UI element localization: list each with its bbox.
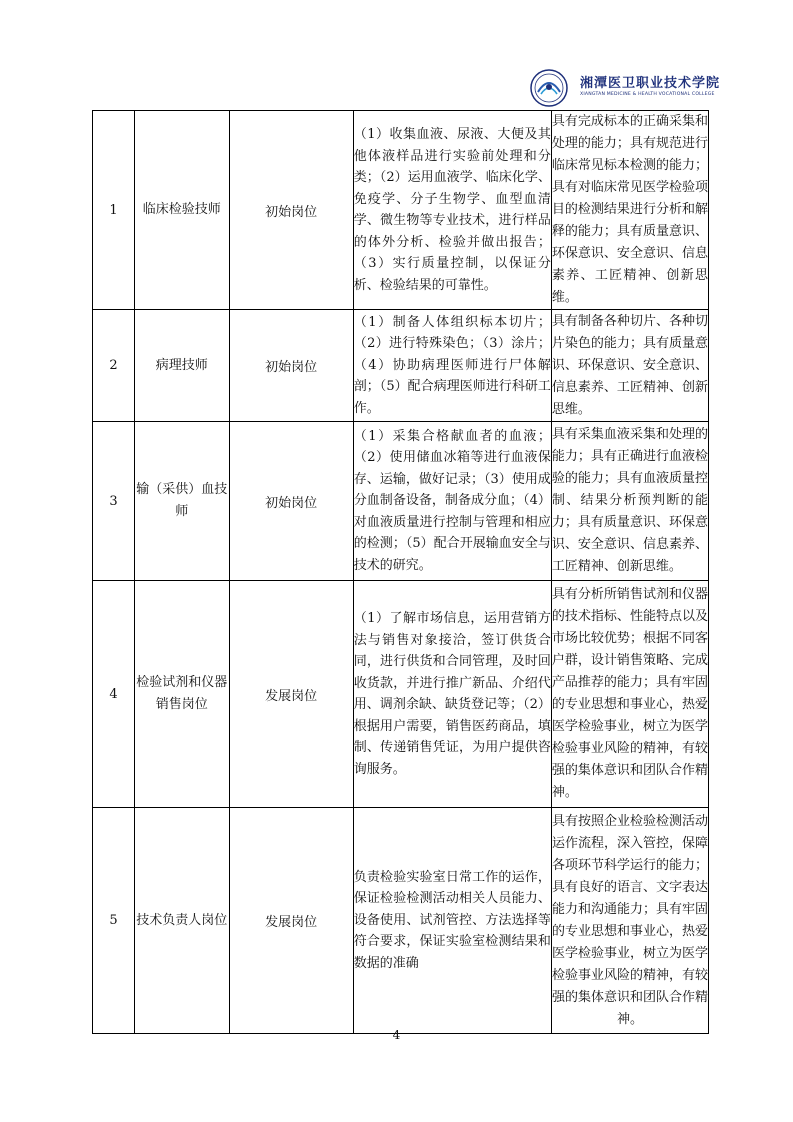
position-name: 临床检验技师 xyxy=(135,111,229,310)
position-level: 初始岗位 xyxy=(229,422,353,581)
page-number: 4 xyxy=(392,1028,401,1042)
position-name: 检验试剂和仪器销售岗位 xyxy=(135,581,229,808)
row-number: 3 xyxy=(93,422,135,581)
position-duties: 负责检验实验室日常工作的运作，保证检验检测活动相关人员能力、设备使用、试剂管控、方法选择等符合要求，保证实验室检测结果和数据的准确 xyxy=(353,808,551,1034)
position-duties: （1）收集血液、尿液、大便及其他体液样品进行实验前处理和分类；（2）运用血液学、临床化学、免疫学、分子生物学、血型血清学、微生物等专业技术，进行样品的体外分析、检验并做出报告；（3）实行质量控制，以保证分析、检验结果的可靠性。 xyxy=(353,111,551,310)
table-row xyxy=(93,422,709,581)
table-row xyxy=(93,111,709,310)
row-number: 1 xyxy=(93,111,135,310)
row-number: 4 xyxy=(93,581,135,808)
position-requirements: 具有制备各种切片、各种切片染色的能力；具有质量意识、环保意识、安全意识、信息素养、工匠精神、创新思维。 xyxy=(551,310,708,422)
position-duties: （1）采集合格献血者的血液；（2）使用储血冰箱等进行血液保存、运输，做好记录；（3）使用成分血制备设备，制备成分血；（4）对血液质量进行控制与管理和相应的检测；（5）配合开展输血安全与技术的研究。 xyxy=(353,422,551,581)
position-name: 输（采供）血技师 xyxy=(135,422,229,581)
position-level: 发展岗位 xyxy=(229,581,353,808)
job-positions-table xyxy=(92,110,709,1034)
table-row xyxy=(93,808,709,1034)
position-requirements: 具有按照企业检验检测活动运作流程，深入管控，保障各项环节科学运行的能力；具有良好的语言、文字表达能力和沟通能力；具有牢固的专业思想和事业心，热爱医学检验事业，树立为医学检验事业风险的精神，有较强的集体意识和团队合作精神。 xyxy=(551,808,708,1034)
table-row xyxy=(93,581,709,808)
college-name: 湘潭医卫职业技术学院 xyxy=(580,76,721,91)
row-number: 5 xyxy=(93,808,135,1034)
college-name-en: XIANGTAN MEDICINE & HEALTH VOCATIONAL COLLEGE xyxy=(580,92,715,97)
position-name: 病理技师 xyxy=(135,310,229,422)
position-requirements: 具有完成标本的正确采集和处理的能力；具有规范进行临床常见标本检测的能力；具有对临床常见医学检验项目的检测结果进行分析和解释的能力；具有质量意识、环保意识、安全意识、信息素养、工匠精神、创新思维。 xyxy=(551,111,708,310)
position-level: 初始岗位 xyxy=(229,111,353,310)
table-row xyxy=(93,310,709,422)
position-requirements: 具有分析所销售试剂和仪器的技术指标、性能特点以及市场比较优势；根据不同客户群，设计销售策略、完成产品推荐的能力；具有牢固的专业思想和事业心，热爱医学检验事业，树立为医学检验事业风险的精神，有较强的集体意识和团队合作精神。 xyxy=(551,581,708,808)
position-level: 发展岗位 xyxy=(229,808,353,1034)
position-name: 技术负责人岗位 xyxy=(135,808,229,1034)
position-duties: （1）了解市场信息，运用营销方法与销售对象接洽，签订供货合同，进行供货和合同管理，及时回收货款，并进行推广新品、介绍代用、调剂余缺、缺货登记等；（2）根据用户需要，销售医药商品，填制、传递销售凭证，为用户提供咨询服务。 xyxy=(353,581,551,808)
position-duties: （1）制备人体组织标本切片；（2）进行特殊染色；（3）涂片；（4）协助病理医师进行尸体解剖；（5）配合病理医师进行科研工作。 xyxy=(353,310,551,422)
position-level: 初始岗位 xyxy=(229,310,353,422)
row-number: 2 xyxy=(93,310,135,422)
position-requirements: 具有采集血液采集和处理的能力；具有正确进行血液检验的能力；具有血液质量控制、结果分析预判断的能力；具有质量意识、环保意识、安全意识、信息素养、工匠精神、创新思维。 xyxy=(551,422,708,581)
